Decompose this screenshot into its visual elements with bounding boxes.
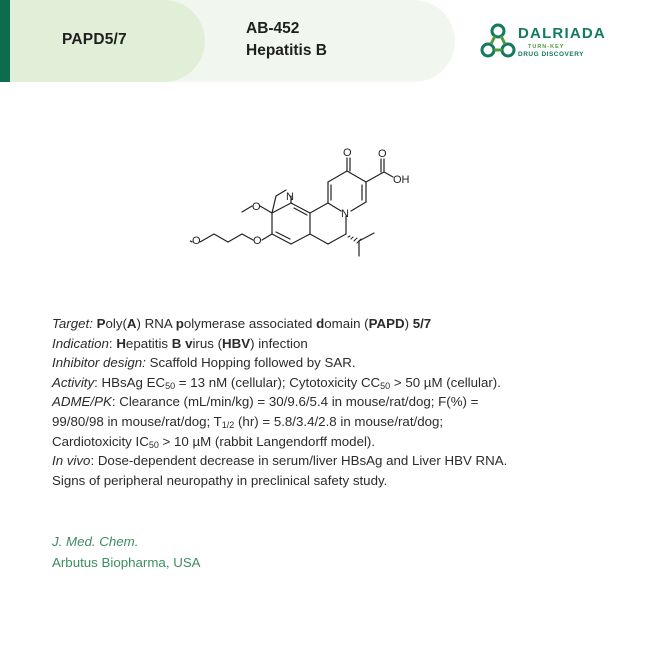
adme-sub: 50 [148,439,159,450]
target-text: olymerase associated [183,316,317,331]
indication-bold-hbv: HBV [222,335,251,351]
indication-bold-b: B [171,335,182,351]
journal-reference: J. Med. Chem. [52,534,139,549]
activity-line [52,373,627,393]
invivo-text: Signs of peripheral neuropathy in preclinical safety study. [52,472,388,488]
pyridine-n-label: N [286,191,294,203]
compound-details [52,314,627,490]
target-bold-papd: PAPD [368,316,405,331]
indication-heading: Indication [52,335,109,351]
ring-n-label: N [341,208,349,220]
target-heading: Target: [52,316,93,331]
methoxy-o-label: O [252,201,261,213]
adme-line-3 [52,432,627,452]
design-text: Scaffold Hopping followed by SAR. [145,355,356,371]
activity-sub: 50 [165,380,176,391]
target-text: oly( [105,316,127,331]
adme-text: (hr) = 5.8/3.4/2.8 in mouse/rat/dog; [234,413,444,429]
chain-o-label: O [192,235,201,247]
adme-line-2 [52,412,627,432]
activity-text: > 50 µM (cellular). [390,374,501,390]
invivo-line-2 [52,471,627,491]
design-heading: Inhibitor design: [52,355,146,371]
indication-text: irus ( [192,335,223,351]
compound-name: AB-452 [246,20,300,37]
acid-oh-label: OH [393,174,410,186]
logo-mark-icon [480,22,516,62]
adme-text: : Clearance (mL/min/kg) = 30/9.6/5.4 in mouse/rat/dog; F(%) = [111,394,479,410]
indication-text: : [108,335,117,351]
target-bold-p: P [96,316,106,331]
header-accent-bar [0,0,10,82]
logo-tagline-bottom: DRUG DISCOVERY [518,51,584,58]
compound-block [246,18,327,62]
logo-wordmark: DALRIADA [518,25,606,42]
target-label: PAPD5/7 [62,31,127,48]
carbonyl-o-label: O [343,147,352,159]
acid-o-label: O [378,148,387,160]
logo-tagline-top: TURN-KEY [528,44,565,50]
invivo-heading: In vivo [52,453,91,469]
activity-text: = 13 nM (cellular); Cytotoxicity CC [175,374,381,390]
invivo-line-1 [52,451,627,471]
target-text: ) RNA [136,316,176,331]
design-line [52,353,627,373]
adme-line-1 [52,392,627,412]
adme-text: Cardiotoxicity IC [52,433,149,449]
activity-sub: 50 [380,380,391,391]
target-text: omain ( [324,316,369,331]
indication-bold-v: v [185,335,193,351]
target-bold-d: d [316,316,325,331]
indication-text: epatitis [125,335,172,351]
indication-text: ) infection [250,335,308,351]
target-line [52,314,627,334]
indication-name: Hepatitis B [246,42,327,59]
adme-text: 99/80/98 in mouse/rat/dog; T [52,413,222,429]
adme-text: > 10 µM (rabbit Langendorff model). [158,433,376,449]
adme-heading: ADME/PK [52,394,112,410]
indication-line [52,334,627,354]
company-logo [480,20,630,64]
target-bold-a: A [126,316,137,331]
target-text: ) [404,316,413,331]
target-bold-p2: p [175,316,184,331]
target-bold-57: 5/7 [412,316,432,331]
invivo-text: : Dose-dependent decrease in serum/liver HBsAg and Liver HBV RNA. [90,453,508,469]
reference-block [52,531,201,573]
ether-o-label: O [253,235,262,247]
adme-sub: 1/2 [221,419,235,430]
indication-bold-h: H [116,335,126,351]
activity-text: : HBsAg EC [94,374,166,390]
header-banner [0,0,650,82]
affiliation: Arbutus Biopharma, USA [52,555,201,570]
chemical-structure-diagram [190,140,420,265]
activity-heading: Activity [52,374,95,390]
